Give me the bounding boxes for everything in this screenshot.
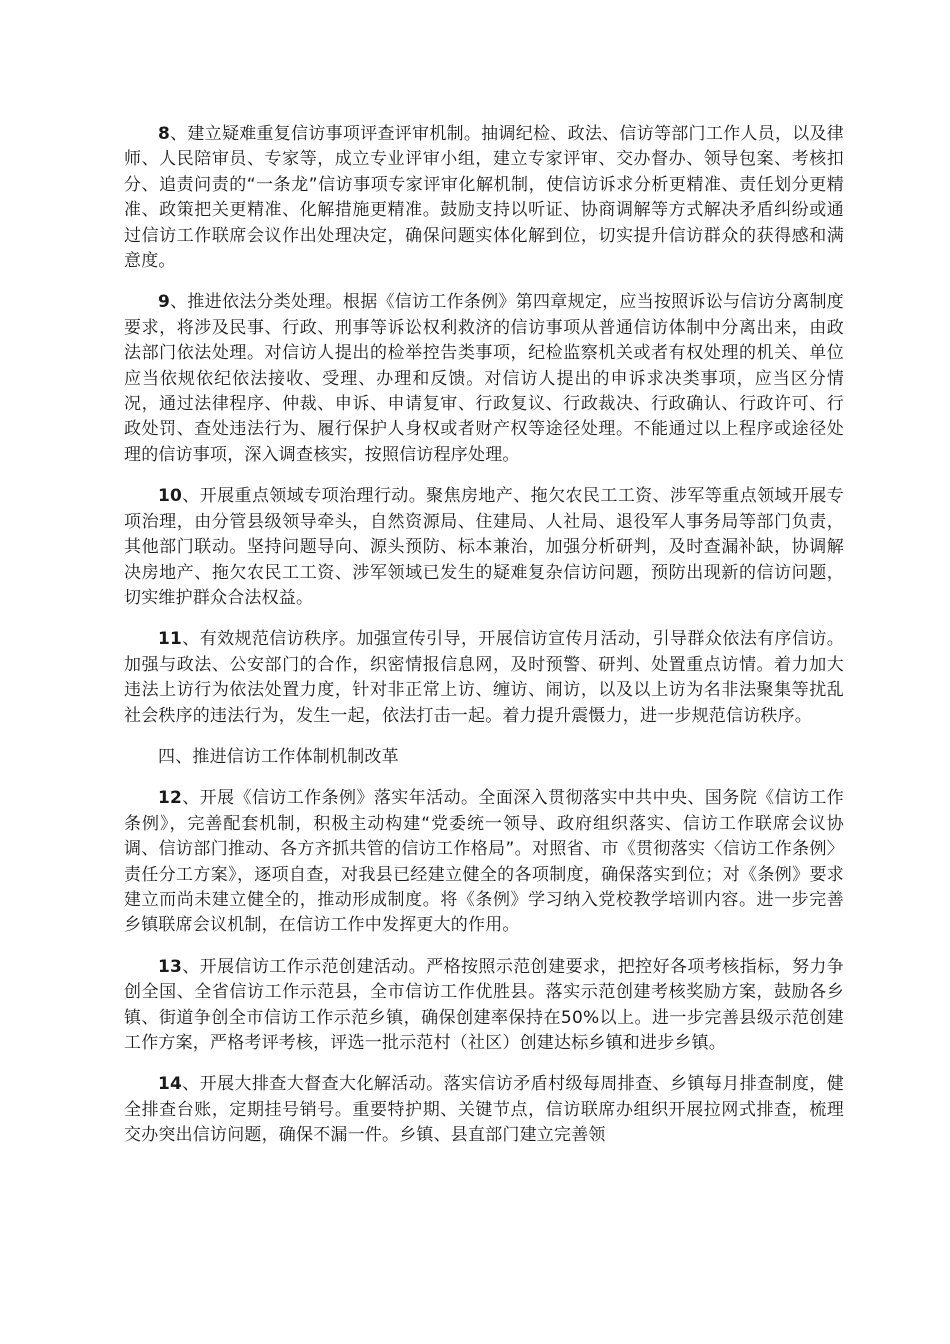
paragraph-11 <box>124 627 844 729</box>
paragraph-number: 14 <box>158 1074 183 1095</box>
paragraph-number: 8 <box>158 124 171 144</box>
paragraph-number: 9 <box>158 292 171 313</box>
paragraph-8 <box>124 122 844 274</box>
paragraph-text: 、建立疑难重复信访事项评查评审机制。抽调纪检、政法、信访等部门工作人员，以及律师、人民陪审员、专家等，成立专业评审小组，建立专家评审、交办督办、领导包案、考核扣分、追责问责的“一条龙”信访事项专家评审化解机制，使信访诉求分析更精准、责任划分更精准、政策把关更精准、化解措施更精准。鼓励支持以听证、协商调解等方式解决矛盾纠纷或通过信访工作联席会议作出处理决定，确保问题实体化解到位，切实提升信访群众的获得感和满意度。 <box>124 124 844 272</box>
paragraph-text: 、开展信访工作示范创建活动。严格按照示范创建要求，把控好各项考核指标，努力争创全国、全省信访工作示范县，全市信访工作优胜县。落实示范创建考核奖励方案，鼓励各乡镇、街道争创全市信访工作示范乡镇，确保创建率保持在50%以上。进一步完善县级示范创建工作方案，严格考评考核，评选一批示范村（社区）创建达标乡镇和进步乡镇。 <box>124 956 844 1053</box>
paragraph-number: 13 <box>158 956 183 977</box>
paragraph-number: 12 <box>158 788 183 809</box>
paragraph-12 <box>124 786 844 938</box>
paragraph-13 <box>124 955 844 1057</box>
paragraph-number: 11 <box>158 629 183 650</box>
paragraph-text: 、开展《信访工作条例》落实年活动。全面深入贯彻落实中共中央、国务院《信访工作条例》，完善配套机制，积极主动构建“党委统一领导、政府组织落实、信访工作联席会议协调、信访部门推动、各方齐抓共管的信访工作格局”。对照省、市《贯彻落实〈信访工作条例〉责任分工方案》，逐项自查，对我县已经建立健全的各项制度，确保落实到位；对《条例》要求建立而尚未建立健全的，推动形成制度。将《条例》学习纳入党校教学培训内容。进一步完善乡镇联席会议机制，在信访工作中发挥更大的作用。 <box>124 788 844 936</box>
paragraph-9 <box>124 290 844 468</box>
document-body <box>124 122 844 1165</box>
section-heading: 四、推进信访工作体制机制改革 <box>158 746 399 767</box>
paragraph-text: 、推进依法分类处理。根据《信访工作条例》第四章规定，应当按照诉讼与信访分离制度要求，将涉及民事、行政、刑事等诉讼权利救济的信访事项从普通信访体制中分离出来，由政法部门依法处理。对信访人提出的检举控告类事项，纪检监察机关或者有权处理的机关、单位应当依规依纪依法接收、受理、办理和反馈。对信访人提出的申诉求决类事项，应当区分情况，通过法律程序、仲裁、申诉、申请复审、行政复议、行政裁决、行政确认、行政许可、行政处罚、查处违法行为、履行保护人身权或者财产权等途径处理。不能通过以上程序或途径处理的信访事项，深入调查核实，按照信访程序处理。 <box>124 292 844 465</box>
paragraph-text: 、有效规范信访秩序。加强宣传引导，开展信访宣传月活动，引导群众依法有序信访。加强与政法、公安部门的合作，织密情报信息网，及时预警、研判、处置重点访情。着力加大违法上访行为依法处置力度，针对非正常上访、缠访、闹访，以及以上访为名非法聚集等扰乱社会秩序的违法行为，发生一起，依法打击一起。着力提升震慑力，进一步规范信访秩序。 <box>124 629 844 726</box>
paragraph-text: 、开展大排查大督查大化解活动。落实信访矛盾村级每周排查、乡镇每月排查制度，健全排查台账，定期挂号销号。重要特护期、关键节点，信访联席办组织开展拉网式排查，梳理交办突出信访问题，确保不漏一件。乡镇、县直部门建立完善领 <box>124 1074 844 1146</box>
paragraph-number: 10 <box>158 486 183 507</box>
paragraph-10 <box>124 484 844 611</box>
paragraph-text: 、开展重点领域专项治理行动。聚焦房地产、拖欠农民工工资、涉军等重点领域开展专项治理，由分管县级领导牵头，自然资源局、住建局、人社局、退役军人事务局等部门负责，其他部门联动。坚持问题导向、源头预防、标本兼治，加强分析研判，及时查漏补缺，协调解决房地产、拖欠农民工工资、涉军领域已发生的疑难复杂信访问题，预防出现新的信访问题，切实维护群众合法权益。 <box>124 486 844 608</box>
paragraph-14 <box>124 1072 844 1148</box>
